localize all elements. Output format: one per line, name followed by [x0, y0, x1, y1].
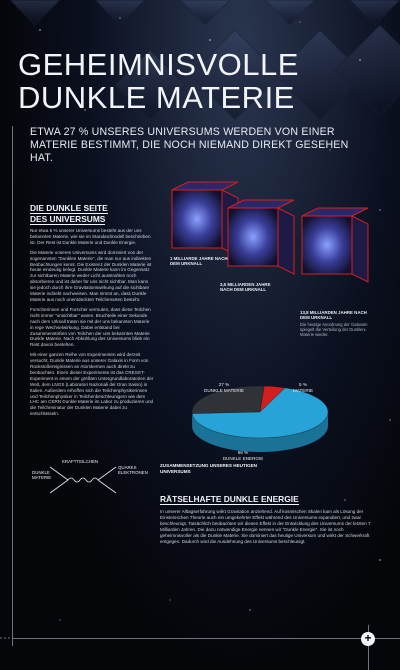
cube-3-caption: 13,8 MILLIARDEN JAHRE NACH DEM URKNALL — [300, 310, 367, 321]
pie-label-dark-energy — [218, 450, 268, 461]
paragraph: Die Materie unseres Universums wird dominiert von der sogenannten "Dunklen Materie", die man nur aus indirekten Beobachtungen kennt. Die Existenz der Dunklen Materie ist heute eindeutig belegt. Dunkle Materie kann im Gegensatz zur sichtbaren Materie weder Licht ausstrahlen noch absorbieren und ist daher für uns nicht sichtbar. Man kann sie jedoch durch ihre Gravitationswirkung auf die sichtbare Materie indirekt nachweisen. Man nimmt an, dass Dunkle Materie aus noch unentdeckten Teilchenarten besteht. — [30, 249, 152, 302]
section-dark-energy-heading — [160, 494, 299, 505]
paragraph: Mit einer ganzen Reihe von Experimenten wird derzeit versucht, Dunkle Materie aus unserer Galaxis in Form von Rückstoßereignissen an Atomkernen auch direkt zu beobachten. Einen dieser Experimente ist das CRESST-Experiment in einem der größten Untergrundlaboratorien der Welt, dem LNGS (Laboratori Nazionali del Gran Sasso) in Italien. Außerdem erhoffen sich die Teilchenphysikerinnen und Teilchenphysiker in Teilchenbeschleunigern wie dem LHC am CERN Dunkle Materie im Labor zu produzieren und die Teilcheninatur der Dunklen Materie dabei zu entschlüsseln. — [30, 352, 154, 417]
page-title — [18, 48, 388, 114]
cube-3-note: Die heutige Anordnung der Galaxien spiegelt die Verteilung der Dunklen Materie wieder. — [300, 322, 368, 337]
slice-value: 5 % — [299, 382, 307, 387]
pie-title: ZUSAMMENSETZUNG UNSERES HEUTIGEN UNIVERSUMS — [160, 463, 257, 474]
slice-value: 68 % — [237, 450, 249, 455]
left-vertical-rule — [12, 126, 13, 646]
slice-name: MATERIE — [292, 387, 314, 393]
heading-line-2: DES UNIVERSUMS — [30, 214, 106, 224]
bottom-horizontal-rule — [12, 638, 400, 639]
page-subtitle: ETWA 27 % UNSERES UNIVERSUMS WERDEN VON EINER MATERIE BESTIMMT, DIE NOCH NIEMAND DIREKT GESEHEN HAT. — [30, 126, 349, 164]
heading-line-1: DIE DUNKLE SEITE — [30, 203, 108, 213]
section-dark-energy-body: In unserer Alltagserfahrung wirkt Gravitation anziehend. Auf kosmischen Skalen kam als Lösung der Einsteinschen Theorie auch ein umgekehrter Effekt während des Universums expandiert, und zwar beschleunigt. Tatsächlich beobachten wir diesen Effekt in der Entwicklung des Universums der letzten 7 Milliarden Jahren. Die dazu notwendige Energie nennen wir "Dunkle Energie". Sie ist noch geheimnisvoller als die Dunkle Materie. Sie dominiert das heutige Universum und wirkt der Schwerkraft entgegen. Dadurch wird die Ausdehnung des Universums beschleunigt. — [160, 509, 371, 544]
plus-icon[interactable]: + — [361, 632, 375, 646]
slice-value: 27 % — [218, 382, 230, 387]
cube-1-caption: 1 MILLIARDE JAHRE NACH DEM URKNALL — [170, 256, 228, 267]
cube-2-caption: 3,5 MILLIARDEN JAHRE NACH DEM URKNALL — [220, 282, 271, 293]
slice-name: DUNKLE MATERIE — [204, 387, 244, 393]
paragraph: Forscherinnen und Forscher vermuten, dass diese Teilchen nicht immer "unsichtbar" waren. Bruchteile einer Sekunde nach dem Urknall traten sie mit der uns bekannten Materie in rege Wechselwirkung. Dabei entstand bei Zusammenstößen von Teilchen der uns bekannten Materie Dunkle Materie. Nach Abkühlung des Universums blieb ein Rest davon bestehen. — [30, 306, 151, 348]
paragraph: Nur etwa 5 % unserer Universums besteht aus der uns bekannten Materie, wie sie im Standardmodell beschrieben ist. Der Rest ist Dunkle Materie und Dunkle Energie. — [30, 228, 151, 245]
title-line-1: GEHEIMNISVOLLE — [18, 47, 299, 82]
slice-name: DUNKLE ENERGIE — [222, 455, 264, 461]
feynman-label-dark-matter: DUNKLE MATERIE — [32, 470, 52, 481]
section-dark-side-heading — [30, 203, 108, 225]
feynman-label-force-particles: KRAFTTEILCHEN — [62, 459, 99, 464]
dashed-rule-decoration — [0, 635, 12, 641]
pie-label-dark-matter — [200, 382, 248, 393]
cube-3 — [302, 208, 368, 282]
feynman-label-quarks-electrons: QUARKS ELEKTRONEN — [118, 465, 148, 476]
title-line-2: DUNKLE MATERIE — [18, 80, 295, 115]
cube-2 — [228, 200, 294, 274]
pie-label-matter — [288, 382, 318, 393]
section-dark-side-body — [30, 228, 154, 421]
heading-line: RÄTSELHAFTE DUNKLE ENERGIE — [160, 494, 299, 504]
